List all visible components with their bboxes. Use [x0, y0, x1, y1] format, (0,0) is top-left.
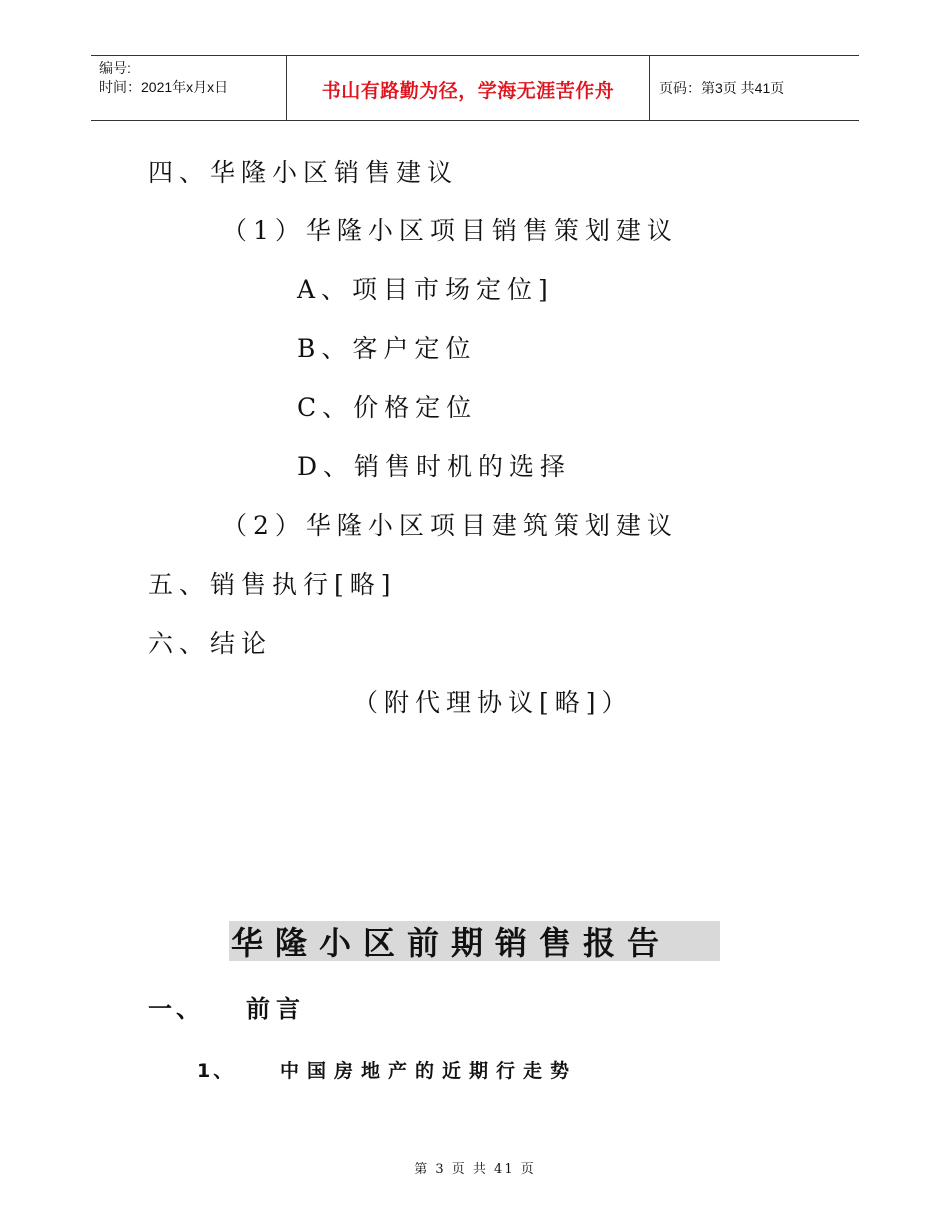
toc-subsection-2: （2）华隆小区项目建筑策划建议 [222, 511, 678, 540]
toc-subsection-1: （1）华隆小区项目销售策划建议 [222, 216, 678, 245]
report-title: 华隆小区前期销售报告 [231, 924, 672, 962]
toc-item-c: C、价格定位 [297, 393, 478, 422]
number-label: 编号: [99, 60, 131, 76]
header-motto: 书山有路勤为径，学海无涯苦作舟 [287, 56, 650, 120]
toc-section-6: 六、结论 [148, 629, 273, 658]
page-header [91, 55, 859, 121]
section-1-number: 一、 [148, 995, 204, 1023]
header-meta [91, 56, 287, 120]
page-footer: 第 3 页 共 41 页 [414, 1162, 536, 1177]
section-1-title: 前言 [246, 995, 306, 1023]
time-label: 时间：2021年x月x日 [99, 79, 229, 95]
report-title-box [229, 921, 720, 961]
header-page-info: 页码：第3页 共41页 [659, 80, 785, 96]
item-1-number: 1、 [197, 1060, 236, 1082]
toc-item-d: D、销售时机的选择 [297, 452, 572, 481]
toc-item-a: A、项目市场定位] [297, 275, 554, 304]
toc-item-b: B、客户定位 [297, 334, 477, 363]
toc-appendix: （附代理协议[略]） [353, 688, 633, 717]
item-1-title: 中国房地产的近期行走势 [280, 1060, 578, 1082]
toc-section-4: 四、华隆小区销售建议 [148, 158, 459, 187]
toc-section-5: 五、销售执行[略] [148, 570, 397, 599]
